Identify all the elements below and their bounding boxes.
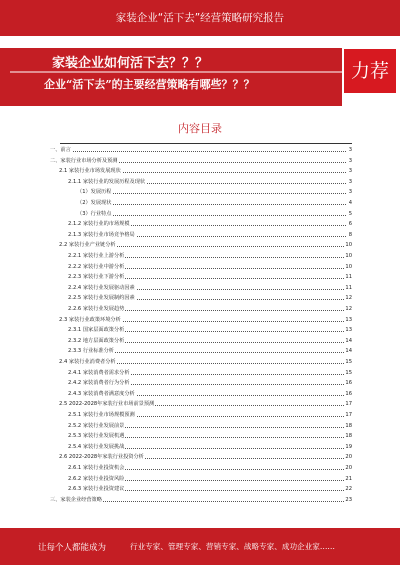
toc-page-number: 13 bbox=[345, 316, 352, 323]
toc-page-number: 18 bbox=[345, 433, 352, 440]
toc-entry-text: 2.2.6 家装行业发展趋势 bbox=[68, 306, 125, 312]
toc-entry-text: 2.2.1 家装行业上游分析 bbox=[68, 253, 125, 259]
toc-page-number: 3 bbox=[348, 147, 352, 153]
toc-page-number: 3 bbox=[348, 178, 352, 185]
toc-entry[interactable] bbox=[59, 400, 352, 408]
toc-entry-text: 2.2.2 家装行业中游分析 bbox=[68, 263, 125, 270]
toc-entry[interactable] bbox=[59, 453, 352, 461]
toc-page-number: 15 bbox=[345, 359, 352, 365]
report-header-bar bbox=[0, 0, 400, 36]
toc-page-number: 3 bbox=[348, 168, 352, 175]
toc-page-number: 13 bbox=[345, 327, 352, 334]
toc-entry[interactable] bbox=[68, 252, 352, 260]
toc-entry-text: 2.4 家装行业消费者分析 bbox=[59, 359, 116, 365]
toc-entry-text: 2.4.3 家装消费者满意度分析 bbox=[68, 390, 135, 397]
toc-entry[interactable] bbox=[68, 305, 352, 313]
toc-entry[interactable] bbox=[68, 326, 352, 334]
toc-entry-text: 2.3.2 地方层面政策分析 bbox=[68, 337, 125, 344]
toc-entry[interactable] bbox=[68, 379, 352, 387]
toc-entry-text: 2.6.2 家装行业投资风险 bbox=[68, 475, 125, 482]
toc-entry-text: 2.5.2 家装行业发展前景 bbox=[68, 422, 125, 429]
brand-badge: 力荐 bbox=[344, 49, 396, 93]
toc-entry[interactable] bbox=[68, 411, 352, 419]
toc-page-number: 23 bbox=[345, 496, 352, 503]
toc-page-number: 14 bbox=[345, 337, 352, 344]
toc-page-number: 10 bbox=[345, 263, 352, 270]
toc-entry-text: 2.1.3 家装行业市场竞争格局 bbox=[68, 231, 135, 238]
toc-leader-dots bbox=[77, 193, 346, 194]
toc-entry-text: 2.6.1 家装行业投资机会 bbox=[68, 465, 125, 471]
toc-entry[interactable] bbox=[50, 496, 352, 504]
banner-title: 家装企业如何活下去？？？ bbox=[52, 56, 209, 71]
toc-entry-text: 2.3 家装行业政策环境分析 bbox=[59, 316, 121, 323]
toc-page-number: 21 bbox=[345, 475, 352, 482]
toc-entry-text: 2.1.1 家装行业的发展历程及现状 bbox=[68, 178, 146, 185]
toc-page-number: 14 bbox=[345, 348, 352, 355]
footer-left-text: 让每个人都能成为 bbox=[38, 543, 107, 553]
toc-entry-text: 三、家装企业经营策略 bbox=[50, 496, 102, 503]
toc-page-number: 11 bbox=[345, 274, 352, 281]
banner-subtitle: 企业“活下去”的主要经营策略有哪些？？？ bbox=[44, 78, 255, 91]
toc-entry-text: 2.5.4 家装行业发展挑战 bbox=[68, 443, 125, 450]
toc-entry-text: 2.3.1 国家层面政策分析 bbox=[68, 327, 125, 334]
toc-page-number: 12 bbox=[345, 295, 352, 302]
toc-page-number: 16 bbox=[345, 380, 352, 387]
toc-page-number: 17 bbox=[345, 401, 352, 408]
toc-entry[interactable] bbox=[68, 390, 352, 398]
toc-entry[interactable] bbox=[68, 273, 352, 281]
toc-entry[interactable] bbox=[77, 210, 352, 218]
toc-page-number: 17 bbox=[345, 412, 352, 418]
toc-entry-text: 2.5.3 家装行业发展机遇 bbox=[68, 433, 125, 440]
toc-leader-dots bbox=[77, 204, 346, 205]
report-title: 家装企业“活下去”经营策略研究报告 bbox=[115, 12, 285, 24]
toc-entry[interactable] bbox=[68, 178, 352, 186]
toc-entry[interactable] bbox=[68, 294, 352, 302]
footer-right-text: 行业专家、管理专家、营销专家、战略专家、成功企业家…… bbox=[130, 542, 336, 551]
toc-entry-text: 2.5 2022-2028年家装行业市场前景预测 bbox=[59, 401, 155, 408]
toc-leader-dots bbox=[50, 151, 346, 152]
toc-entry[interactable] bbox=[59, 358, 352, 366]
toc-entry-text: 2.1 家装行业市场发展现状 bbox=[59, 168, 121, 175]
toc-entry-text: 2.4.1 家装消费者需求分析 bbox=[68, 369, 130, 376]
toc-entry-text: 一、前言 bbox=[50, 147, 71, 153]
toc-entry[interactable] bbox=[59, 167, 352, 175]
toc-entry-text: 2.5.1 家装行业市场规模预测 bbox=[68, 412, 135, 418]
toc-entry[interactable] bbox=[68, 284, 352, 292]
toc-entry[interactable] bbox=[68, 263, 352, 271]
toc-page-number: 16 bbox=[345, 390, 352, 397]
toc-page-number: 18 bbox=[345, 422, 352, 429]
toc-page-number: 10 bbox=[345, 253, 352, 259]
toc-leader-dots bbox=[77, 215, 346, 216]
toc-page-number: 15 bbox=[345, 369, 352, 376]
toc-page-number: 11 bbox=[345, 284, 352, 291]
toc-entry[interactable] bbox=[68, 443, 352, 451]
toc-page-number: 20 bbox=[345, 454, 352, 461]
toc-entry[interactable] bbox=[59, 316, 352, 324]
toc-entry-text: 2.3.3 行业标准分析 bbox=[68, 348, 114, 355]
toc-entry-text: 2.2.3 家装行业下游分析 bbox=[68, 274, 125, 281]
toc-entry-text: 2.6 2022-2028年家装行业投资分析 bbox=[59, 454, 144, 461]
toc-entry-text: 2.2 家装行业产业链分析 bbox=[59, 242, 116, 249]
toc-page-number: 22 bbox=[345, 486, 352, 493]
toc-entry[interactable] bbox=[68, 464, 352, 472]
toc-entry[interactable] bbox=[68, 422, 352, 430]
toc-page-number: 4 bbox=[348, 200, 352, 206]
toc-entry[interactable] bbox=[68, 347, 352, 355]
footer-bar bbox=[0, 528, 400, 565]
toc-heading: 内容目录 bbox=[178, 122, 222, 135]
toc-entry[interactable] bbox=[68, 220, 352, 228]
toc-entry[interactable] bbox=[77, 199, 352, 207]
toc-page-number: 12 bbox=[345, 306, 352, 312]
toc-entry[interactable] bbox=[68, 432, 352, 440]
toc-top-rule bbox=[60, 143, 352, 144]
toc-entry-text: 2.2.5 家装行业发展制约因素 bbox=[68, 295, 135, 302]
toc-page-number: 20 bbox=[345, 465, 352, 471]
toc-entry-text: 2.6.3 家装行业投资建议 bbox=[68, 486, 125, 493]
toc-entry-text: （1）发展历程 bbox=[77, 189, 112, 196]
toc-entry-text: （3）行业特点 bbox=[77, 210, 112, 217]
toc-entry[interactable] bbox=[68, 485, 352, 493]
toc-entry-text: 二、家装行业市场分析及预测 bbox=[50, 157, 118, 164]
toc-entry[interactable] bbox=[68, 231, 352, 239]
toc-entry[interactable] bbox=[50, 157, 352, 165]
toc-entry[interactable] bbox=[68, 337, 352, 345]
toc-entry-text: （2）发展现状 bbox=[77, 200, 112, 206]
toc-entry-text: 2.1.2 家装行业的市场规模 bbox=[68, 221, 130, 228]
toc-entry[interactable] bbox=[68, 369, 352, 377]
toc-entry[interactable] bbox=[77, 188, 352, 196]
toc-page-number: 8 bbox=[348, 231, 352, 238]
toc-page-number: 3 bbox=[348, 157, 352, 164]
toc-entry[interactable] bbox=[50, 146, 352, 154]
toc-entry[interactable] bbox=[68, 475, 352, 483]
toc-entry-text: 2.2.4 家装行业发展驱动因素 bbox=[68, 284, 135, 291]
toc-page-number: 6 bbox=[348, 221, 352, 228]
toc-entry[interactable] bbox=[59, 241, 352, 249]
toc-page-number: 5 bbox=[348, 210, 352, 217]
toc-page-number: 3 bbox=[348, 189, 352, 196]
toc-page-number: 10 bbox=[345, 242, 352, 249]
toc-entry-text: 2.4.2 家装消费者行为分析 bbox=[68, 380, 130, 387]
toc-page-number: 19 bbox=[345, 443, 352, 450]
